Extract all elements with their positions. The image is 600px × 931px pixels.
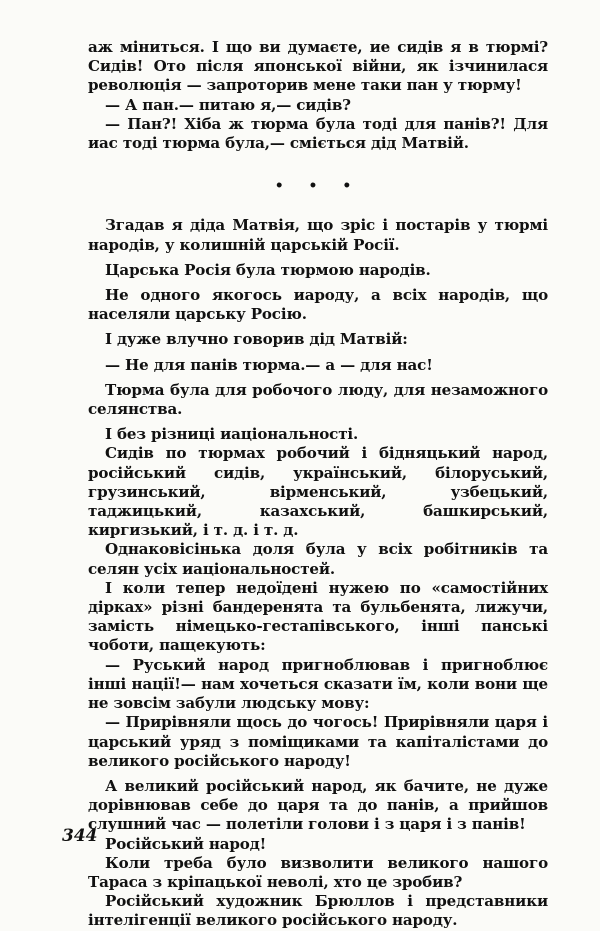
paragraph: І коли тепер недоїдені нужею по «самостійних дірках» різні бандеренята та бульбенята, лижучи, замість німецько-гестапівського, інші панські чоботи, пащекують: <box>88 578 548 655</box>
paragraph: — Пан?! Хіба ж тюрма була тоді для панів?! Для иас тоді тюрма була,— сміється дід Матвій. <box>88 114 548 153</box>
paragraph: Однаковісінька доля була у всіх робітників та селян усіх иаціональностей. <box>88 540 548 578</box>
paragraph: — Прирівняли щось до чогось! Прирівняли царя і царський уряд з поміщиками та капіталістами до великого російського народу! <box>88 713 548 770</box>
paragraph: аж міниться. І що ви думаєте, ие сидів я в тюрмі? Сидів! Ото після японської війни, як ізчинилася революція — запроторив мене таки пан у тюрму! <box>88 38 548 95</box>
paragraph: Російський художник Брюллов і представники інтелігенції великого російського народу. <box>88 892 548 930</box>
page-text <box>88 38 548 931</box>
paragraph: Згадав я діда Матвія, що зріс і постарів у тюрмі народів, у колишній царській Росії. <box>88 216 548 254</box>
paragraph: Тюрма була для робочого люду, для незаможного селянства. <box>88 380 548 419</box>
paragraph: Царська Росія була тюрмою народів. <box>105 260 431 279</box>
paragraph: А великий російський народ, як бачите, не дуже дорівнював себе до царя та до панів, а прийшов слушний час — полетіли голови і з царя і з панів! <box>88 776 548 834</box>
paragraph: І дуже влучно говорив дід Матвій: <box>105 330 408 349</box>
paragraph: Коли треба було визволити великого нашого Тараса з кріпацької неволі, хто це зробив? <box>88 853 548 891</box>
page-number: 344 <box>62 826 98 846</box>
paragraph: — А пан.— питаю я,— сидів? <box>105 95 351 114</box>
paragraph: — Руський народ пригноблював і пригноблює інші нації!— нам хочеться сказати їм, коли вони ще не зовсім забули людську мову: <box>88 655 548 713</box>
paragraph: — Не для панів тюрма.— а — для нас! <box>105 355 433 374</box>
paragraph: Сидів по тюрмах робочий і бідняцький народ, російський сидів, український, білоруський, грузинський, вірменський, узбецький, таджицький, казахський, башкирський, киргизький, і т. д. і т. д. <box>88 444 548 540</box>
section-separator: • • • <box>274 178 362 195</box>
paragraph: Російський народ! <box>105 834 267 853</box>
paragraph: Не одного якогось иароду, а всіх народів, що населяли царську Росію. <box>88 286 548 324</box>
paragraph: І без різниці иаціональності. <box>105 425 359 444</box>
